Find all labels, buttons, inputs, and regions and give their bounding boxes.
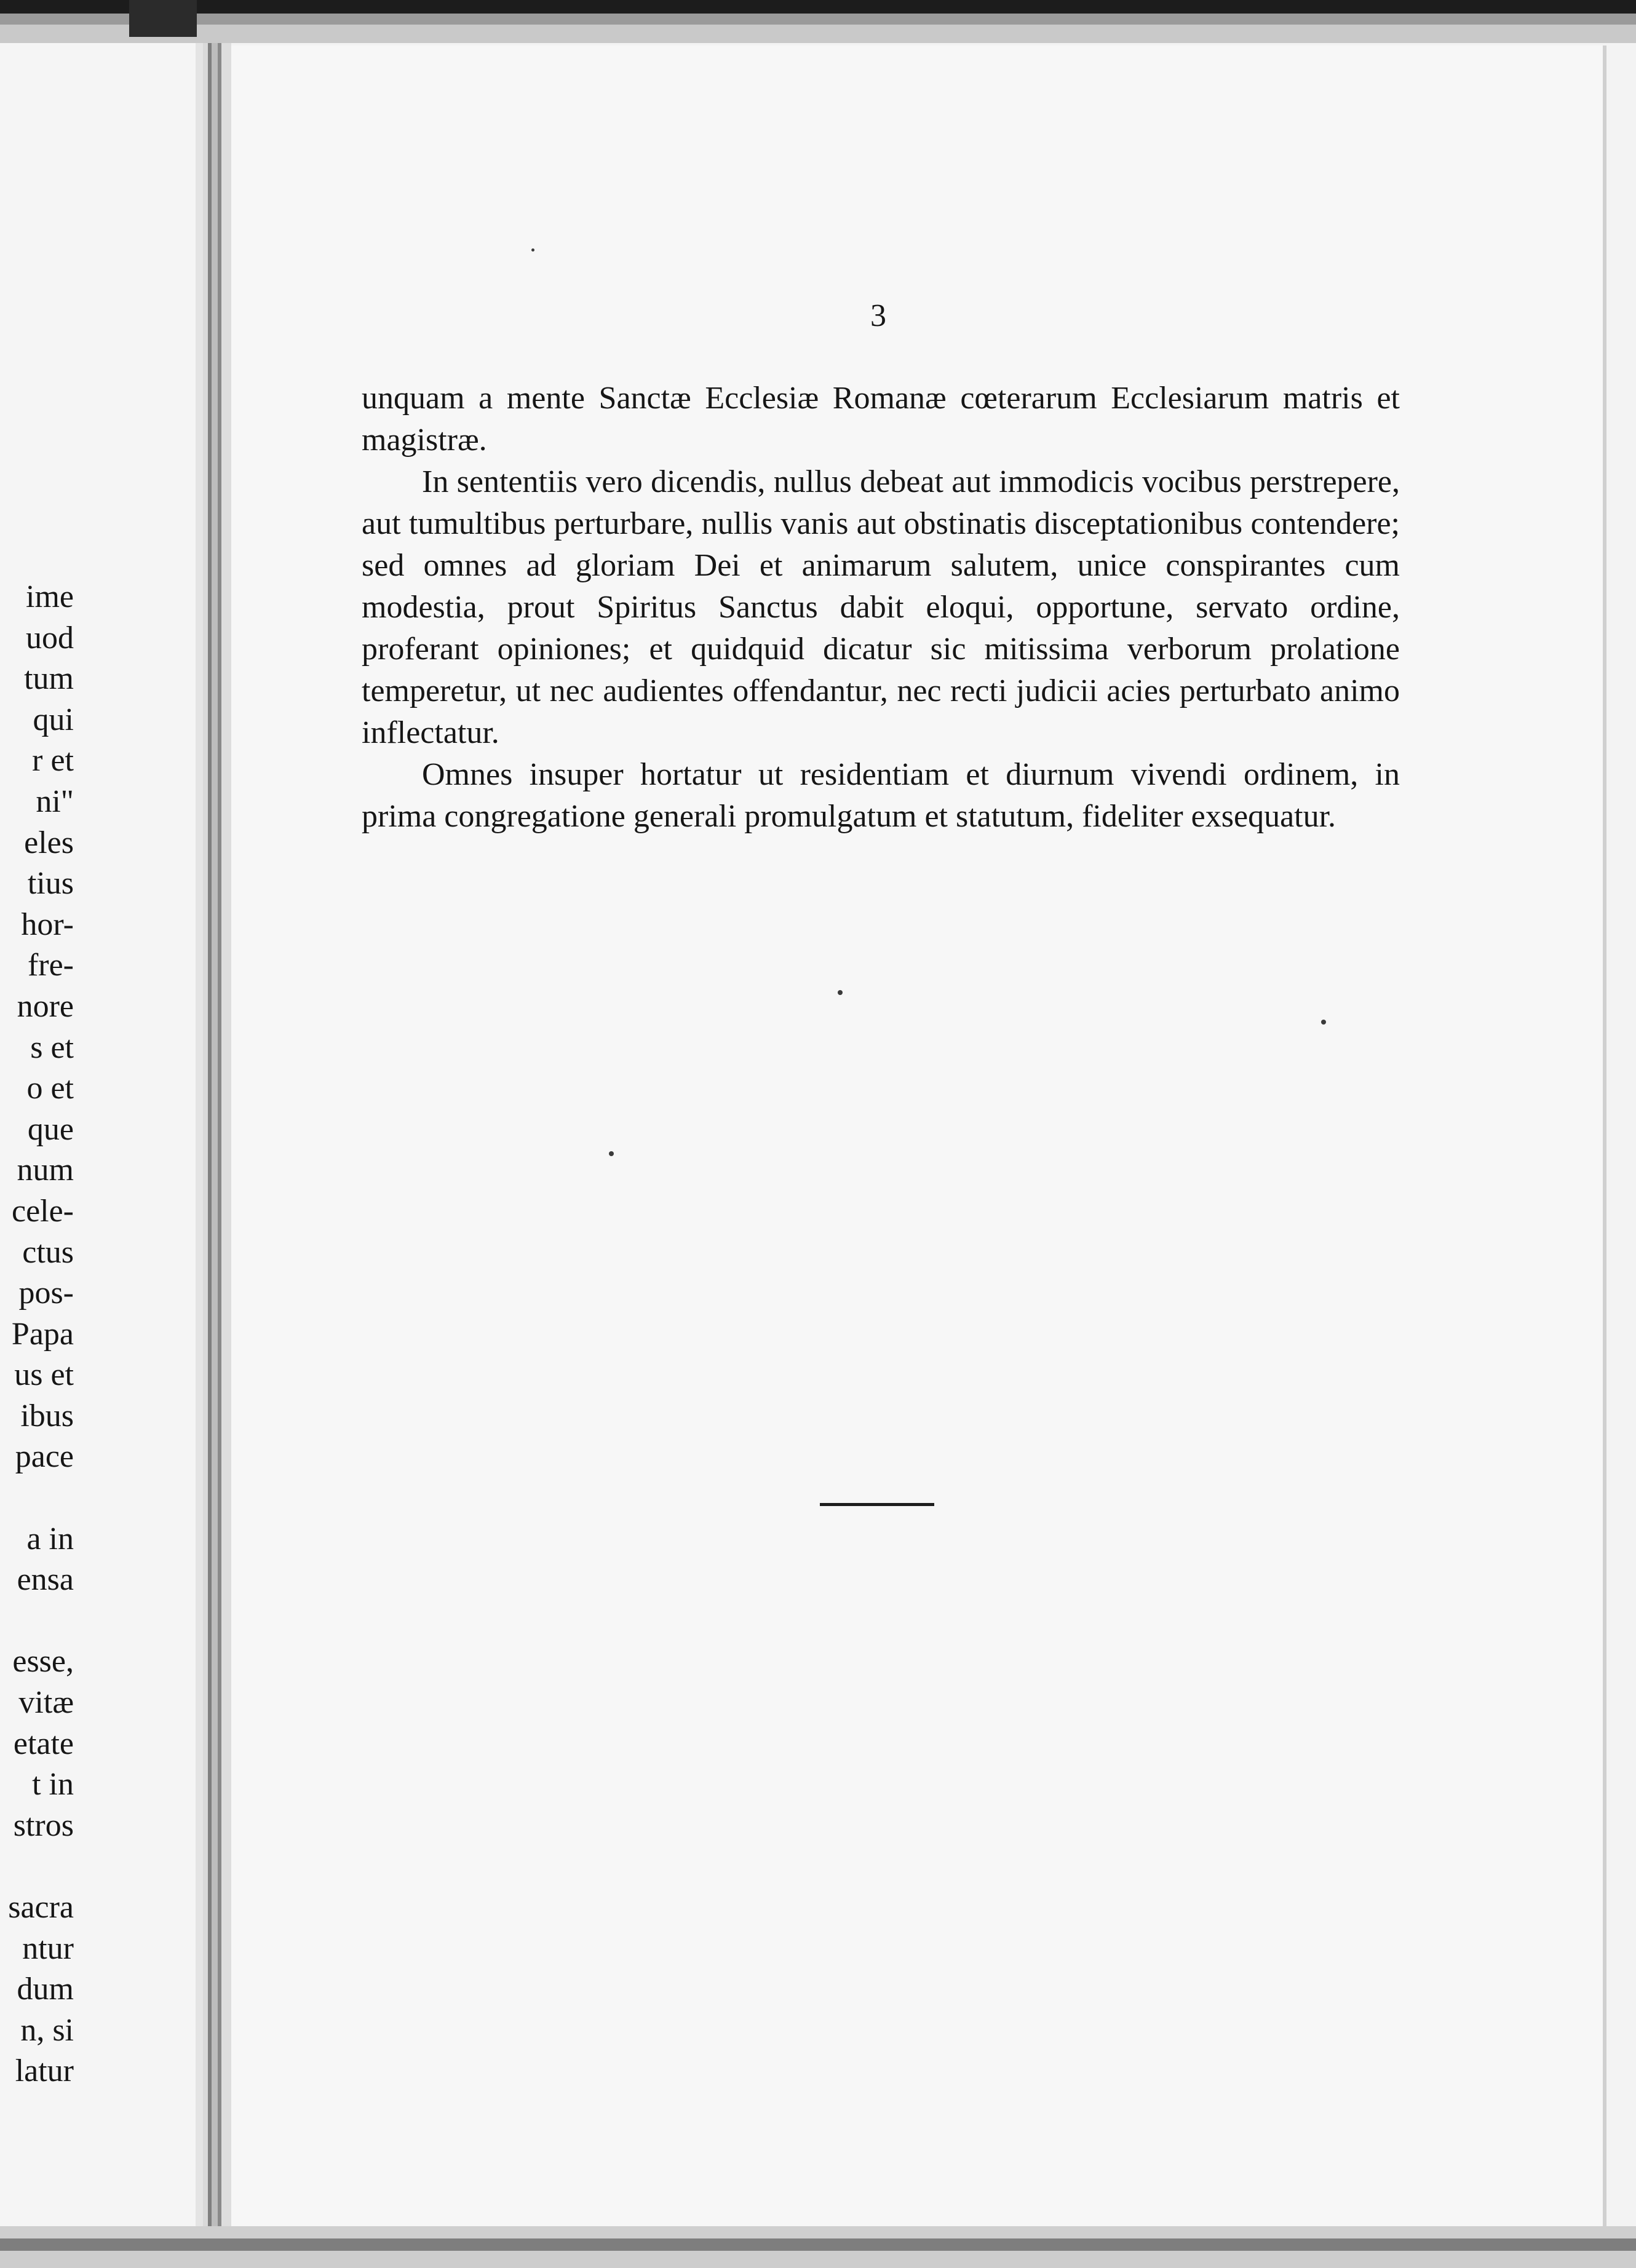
- left-page-line: [0, 1846, 74, 1887]
- left-page-line: stros: [13, 1807, 74, 1843]
- print-speck: [531, 248, 534, 252]
- left-page-line: t in: [32, 1767, 74, 1802]
- left-facing-page: [0, 43, 203, 2226]
- left-page-line: fre-: [27, 948, 74, 983]
- main-page: [231, 46, 1606, 2226]
- left-page-line: eles: [24, 825, 74, 860]
- left-page-text: [0, 577, 74, 2092]
- paragraph-2: In sententiis vero dicendis, nullus debeat aut immodicis vocibus perstrepere, aut tumultibus perturbare, nullis vanis aut obstinatis disceptationibus contendere; sed omnes ad gloriam Dei et animarum salutem, unice conspirantes cum modestia, prout Spiritus Sanctus dabit eloqui, opportune, servato ordine, proferant opiniones; et quidquid dicatur sic mitissima verborum prolatione temperetur, ut nec audientes offendantur, nec recti judicii acies perturbato animo inflectatur.: [362, 464, 1400, 750]
- scan-clip: [129, 0, 197, 37]
- left-page-line: ime: [26, 579, 74, 614]
- left-page-line: dum: [17, 1972, 74, 2007]
- scan-top-border: [0, 0, 1636, 43]
- left-page-line: r et: [32, 743, 74, 779]
- left-page-line: cele-: [11, 1193, 74, 1229]
- page-number: 3: [870, 298, 886, 333]
- left-page-line: pace: [15, 1439, 74, 1475]
- left-page-line: latur: [15, 2053, 74, 2089]
- paragraph-1: unquam a mente Sanctæ Ecclesiæ Romanæ cœterarum Ecclesiarum matris et magistræ.: [362, 381, 1400, 458]
- left-page-line: tius: [27, 866, 74, 902]
- body-text: [362, 378, 1400, 838]
- left-page-line: sacra: [8, 1890, 74, 1925]
- paragraph-3: Omnes insuper hortatur ut residentiam et diurnum vivendi ordinem, in prima congregatione generali promulgatum et statutum, fideliter exsequatur.: [362, 757, 1400, 834]
- left-page-line: s et: [30, 1029, 74, 1065]
- left-page-line: n, si: [20, 2012, 74, 2048]
- left-page-edge: [196, 43, 203, 2226]
- left-page-line: [0, 1478, 74, 1519]
- book-gutter: [203, 43, 231, 2226]
- print-speck: [838, 990, 843, 995]
- left-page-line: Papa: [11, 1316, 74, 1352]
- left-page-line: vitæ: [18, 1685, 74, 1721]
- left-page-line: num: [17, 1152, 74, 1188]
- left-page-line: hor-: [21, 906, 74, 942]
- left-page-line: etate: [13, 1726, 74, 1761]
- scan-bottom-border: [0, 2226, 1636, 2268]
- print-speck: [1321, 1020, 1326, 1025]
- left-page-line: us et: [14, 1357, 74, 1393]
- left-page-line: pos-: [18, 1275, 74, 1311]
- left-page-line: ctus: [22, 1234, 74, 1270]
- left-page-line: esse,: [12, 1644, 74, 1679]
- left-page-line: tum: [24, 661, 74, 697]
- left-page-line: o et: [26, 1071, 74, 1106]
- left-page-line: nore: [17, 988, 74, 1024]
- print-speck: [609, 1151, 614, 1156]
- left-page-line: ibus: [20, 1398, 74, 1433]
- left-page-line: ensa: [17, 1562, 74, 1598]
- left-page-line: a in: [26, 1521, 74, 1556]
- left-page-line: qui: [33, 702, 74, 737]
- left-page-line: uod: [26, 620, 74, 656]
- left-page-line: ni": [36, 783, 74, 819]
- left-page-line: ntur: [22, 1930, 74, 1966]
- left-page-line: [0, 1601, 74, 1642]
- left-page-line: que: [27, 1111, 74, 1147]
- section-rule: [820, 1503, 934, 1506]
